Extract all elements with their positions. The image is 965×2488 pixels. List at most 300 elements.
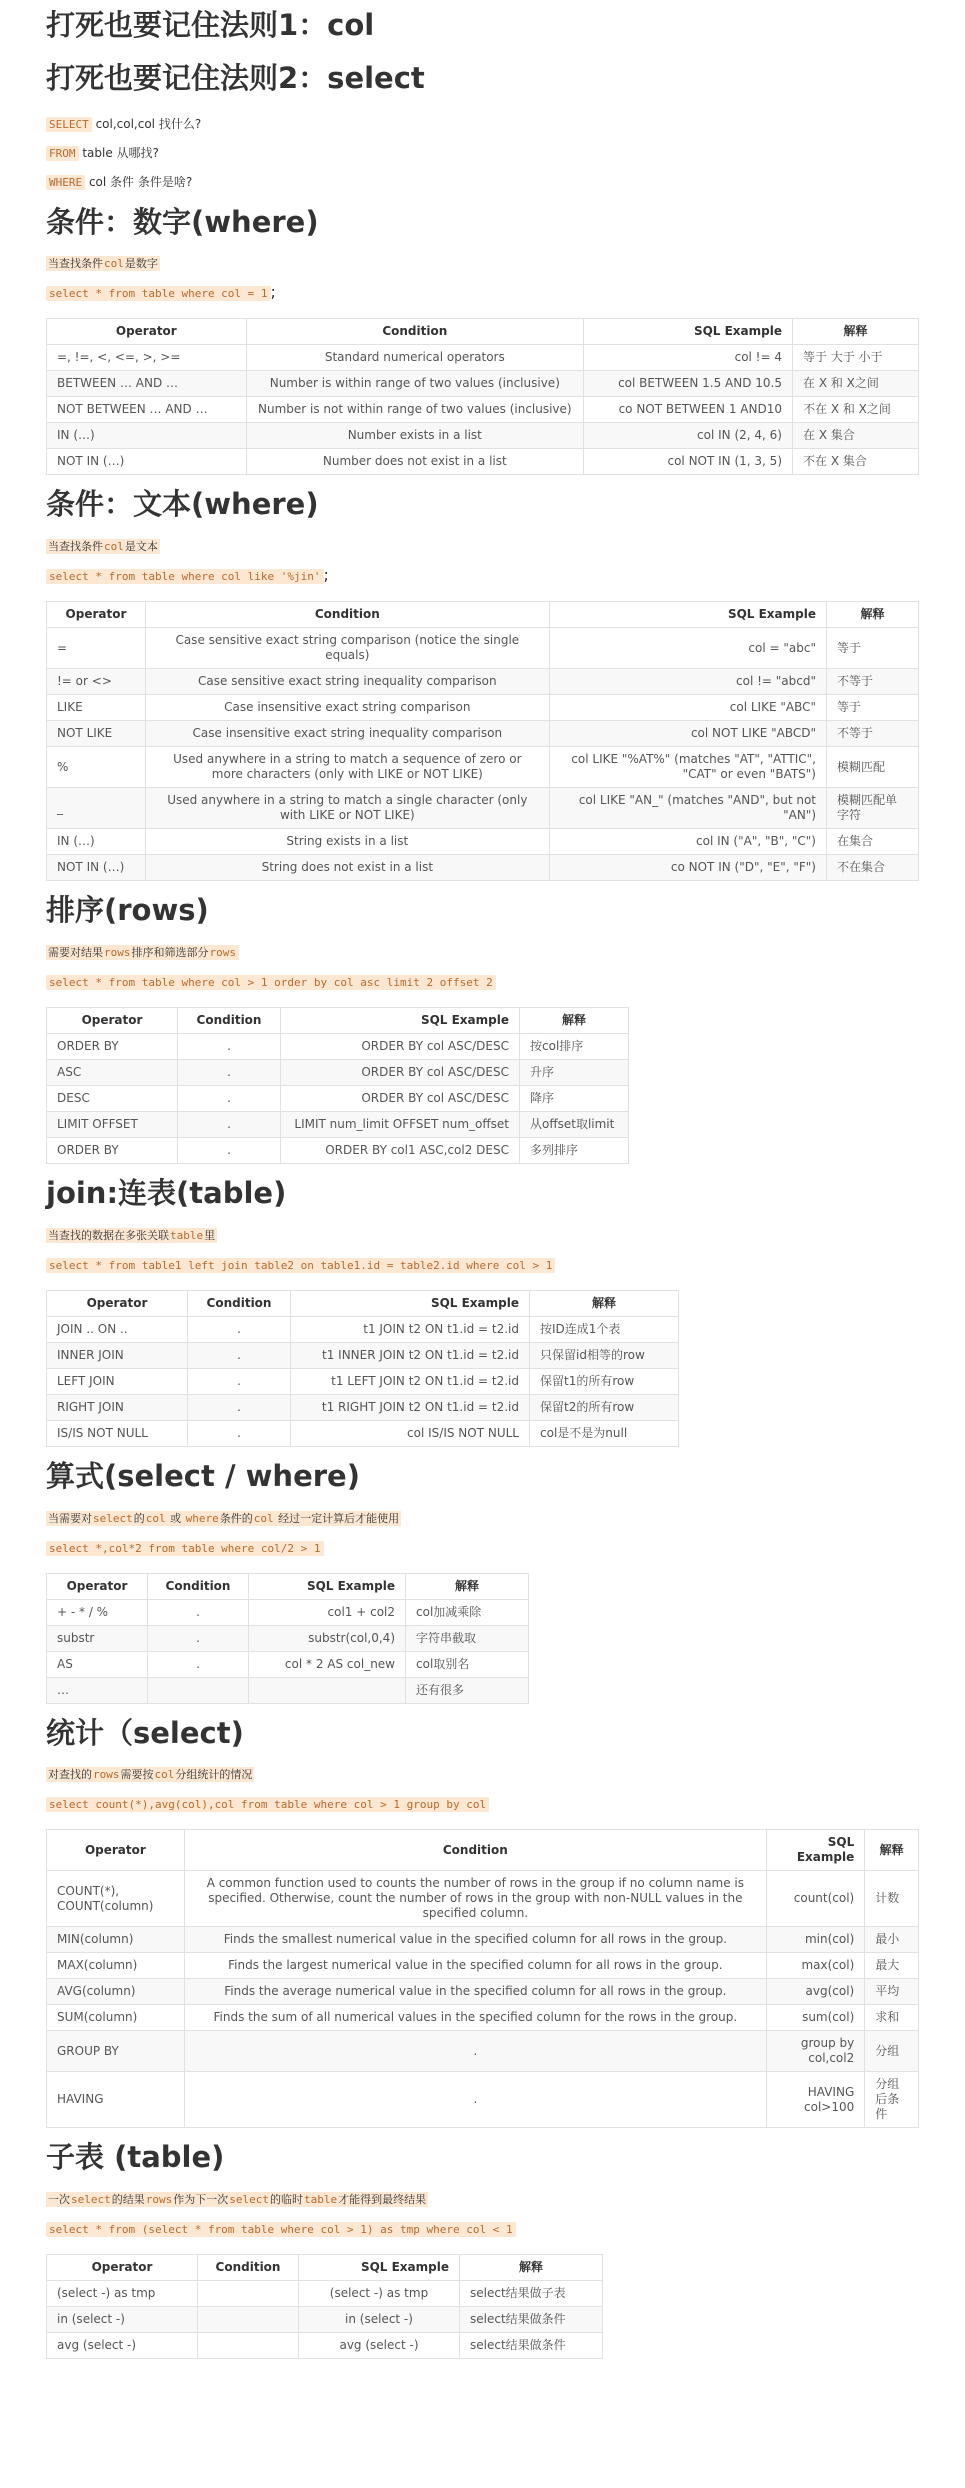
section-description: [46, 1225, 919, 1246]
column-header: 解释: [793, 319, 919, 345]
intro-text: col,col,col 找什么?: [91, 116, 202, 131]
table-cell: col1 + col2: [249, 1599, 406, 1625]
section-heading-text-where: 条件：文本(where): [46, 487, 319, 522]
desc-text: 当查找条件: [48, 257, 103, 271]
table-cell: 多列排序: [520, 1137, 629, 1163]
column-header: Operator: [47, 1007, 178, 1033]
desc-code: rows: [93, 1768, 120, 1782]
table-cell: BETWEEN … AND …: [47, 371, 247, 397]
table-cell: t1 INNER JOIN t2 ON t1.id = t2.id: [291, 1342, 530, 1368]
table-header-row: [47, 2255, 603, 2281]
table-row: [47, 695, 919, 721]
table-cell: min(col): [766, 1927, 864, 1953]
keyword-code: FROM: [46, 146, 79, 161]
table-cell: .: [148, 1599, 249, 1625]
sorting-table: [46, 1007, 629, 1164]
table-cell: Finds the smallest numerical value in the specified column for all rows in the group.: [184, 1927, 766, 1953]
table-cell: =, !=, <, <=, >, >=: [47, 345, 247, 371]
table-cell: JOIN .. ON ..: [47, 1316, 188, 1342]
column-header: SQL Example: [249, 1573, 406, 1599]
sql-code: select * from table where col = 1: [46, 286, 271, 301]
section-heading-rows-sort: 排序(rows): [46, 893, 209, 928]
table-cell: [198, 2281, 299, 2307]
rule-1-heading: 打死也要记住法则1：col: [46, 8, 375, 42]
table-cell: Number is within range of two values (inclusive): [246, 371, 583, 397]
table-cell: =: [47, 628, 146, 669]
number-operators-table: [46, 318, 919, 475]
column-header: SQL Example: [299, 2255, 460, 2281]
desc-text: 需要按: [120, 1768, 154, 1782]
section-description: [46, 1764, 919, 1785]
section-description: [46, 1508, 919, 1529]
table-cell: t1 LEFT JOIN t2 ON t1.id = t2.id: [291, 1368, 530, 1394]
intro-text: col 条件 条件是啥?: [85, 174, 193, 189]
table-cell: 最小: [865, 1927, 919, 1953]
sql-code: select * from table where col like '%jin': [46, 569, 324, 584]
table-cell: .: [188, 1342, 291, 1368]
desc-code: select: [71, 2193, 111, 2207]
table-cell: RIGHT JOIN: [47, 1394, 188, 1420]
table-row: [47, 669, 919, 695]
table-cell: A common function used to counts the number of rows in the group if no column name is specified. Otherwise, count the number of rows in the group with non-NULL values in the specified column.: [184, 1871, 766, 1927]
table-cell: ORDER BY col ASC/DESC: [281, 1059, 520, 1085]
table-row: [47, 1394, 679, 1420]
table-cell: 模糊匹配单字符: [827, 788, 919, 829]
table-cell: NOT IN (…): [47, 449, 247, 475]
table-cell: 模糊匹配: [827, 747, 919, 788]
table-cell: 字符串截取: [406, 1625, 529, 1651]
table-cell: select结果做条件: [460, 2307, 603, 2333]
desc-text: 是文本: [124, 540, 158, 554]
table-cell: Used anywhere in a string to match a single character (only with LIKE or NOT LIKE): [145, 788, 549, 829]
table-row: [47, 371, 919, 397]
desc-text: 当需要对: [48, 1511, 92, 1525]
table-cell: 不在 X 集合: [793, 449, 919, 475]
desc-code: rows: [104, 945, 131, 959]
desc-code: col: [253, 1511, 274, 1525]
table-row: [47, 2031, 919, 2072]
table-row: [47, 1342, 679, 1368]
table-cell: avg(col): [766, 1979, 864, 2005]
table-cell: %: [47, 747, 146, 788]
desc-text: 或: [166, 1511, 185, 1525]
table-row: [47, 1033, 629, 1059]
table-cell: AS: [47, 1651, 148, 1677]
table-cell: .: [178, 1111, 281, 1137]
desc-code: rows: [209, 945, 236, 959]
table-cell: .: [148, 1651, 249, 1677]
table-cell: col LIKE "%AT%" (matches "AT", "ATTIC", "CAT" or even "BATS"): [549, 747, 826, 788]
table-cell: 等于: [827, 695, 919, 721]
table-cell: MAX(column): [47, 1953, 185, 1979]
desc-text: 对查找的: [48, 1768, 92, 1782]
table-cell: Number does not exist in a list: [246, 449, 583, 475]
intro-line-where: [46, 172, 919, 193]
table-cell: 升序: [520, 1059, 629, 1085]
desc-text: 经过一定计算后才能使用: [274, 1511, 400, 1525]
table-cell: ORDER BY col1 ASC,col2 DESC: [281, 1137, 520, 1163]
desc-text: 当查找的数据在多张关联: [48, 1228, 169, 1242]
keyword-code: SELECT: [46, 117, 92, 132]
table-cell: avg (select -): [47, 2333, 198, 2359]
column-header: 解释: [520, 1007, 629, 1033]
table-cell: 降序: [520, 1085, 629, 1111]
column-header: 解释: [530, 1290, 679, 1316]
column-header: 解释: [460, 2255, 603, 2281]
table-cell: HAVING col>100: [766, 2072, 864, 2128]
section-description: [46, 2189, 919, 2210]
table-cell: col * 2 AS col_new: [249, 1651, 406, 1677]
column-header: Condition: [198, 2255, 299, 2281]
desc-text: 作为下一次: [173, 2193, 229, 2207]
desc-text: 的: [133, 1511, 145, 1525]
intro-line-from: [46, 143, 919, 164]
sql-example-line: [46, 1793, 919, 1815]
column-header: 解释: [865, 1830, 919, 1871]
table-row: [47, 747, 919, 788]
column-header: Condition: [188, 1290, 291, 1316]
table-cell: Case insensitive exact string inequality comparison: [145, 721, 549, 747]
column-header: 解释: [827, 602, 919, 628]
sql-example-line: [46, 971, 919, 993]
table-cell: 平均: [865, 1979, 919, 2005]
table-row: [47, 829, 919, 855]
desc-text: 条件的: [219, 1511, 253, 1525]
desc-code: col: [145, 1511, 166, 1525]
table-cell: [148, 1677, 249, 1703]
desc-text: 排序和筛选部分: [131, 945, 209, 959]
column-header: Operator: [47, 2255, 198, 2281]
table-cell: col IS/IS NOT NULL: [291, 1420, 530, 1446]
table-cell: Case insensitive exact string comparison: [145, 695, 549, 721]
table-cell: [198, 2333, 299, 2359]
desc-code: table: [304, 2193, 338, 2207]
intro-line-select: [46, 114, 919, 135]
table-cell: ORDER BY col ASC/DESC: [281, 1033, 520, 1059]
column-header: Condition: [178, 1007, 281, 1033]
table-cell: HAVING: [47, 2072, 185, 2128]
table-cell: col BETWEEN 1.5 AND 10.5: [583, 371, 792, 397]
subquery-table: [46, 2254, 603, 2359]
table-cell: 等于 大于 小于: [793, 345, 919, 371]
table-cell: .: [184, 2031, 766, 2072]
table-cell: 不等于: [827, 669, 919, 695]
section-description: [46, 942, 919, 963]
desc-code: where: [185, 1511, 219, 1525]
table-row: [47, 449, 919, 475]
table-cell: .: [178, 1137, 281, 1163]
column-header: Condition: [246, 319, 583, 345]
statistics-table: [46, 1829, 919, 2128]
section-heading-join: join:连表(table): [46, 1175, 287, 1210]
table-cell: max(col): [766, 1953, 864, 1979]
table-cell: in (select -): [299, 2307, 460, 2333]
table-cell: .: [148, 1625, 249, 1651]
table-row: [47, 2005, 919, 2031]
table-cell: Case sensitive exact string inequality comparison: [145, 669, 549, 695]
table-cell: col加减乘除: [406, 1599, 529, 1625]
table-cell: co NOT IN ("D", "E", "F"): [549, 855, 826, 881]
table-row: [47, 1420, 679, 1446]
table-cell: 还有很多: [406, 1677, 529, 1703]
table-cell: _: [47, 788, 146, 829]
table-cell: col取别名: [406, 1651, 529, 1677]
table-cell: Number is not within range of two values (inclusive): [246, 397, 583, 423]
column-header: Condition: [184, 1830, 766, 1871]
table-cell: String exists in a list: [145, 829, 549, 855]
table-cell: 不在集合: [827, 855, 919, 881]
keyword-code: WHERE: [46, 175, 85, 190]
table-cell: 保留t1的所有row: [530, 1368, 679, 1394]
table-cell: Used anywhere in a string to match a sequence of zero or more characters (only with LIKE or NOT LIKE): [145, 747, 549, 788]
table-cell: select结果做条件: [460, 2333, 603, 2359]
table-row: [47, 1368, 679, 1394]
table-cell: select结果做子表: [460, 2281, 603, 2307]
table-row: [47, 721, 919, 747]
table-cell: != or <>: [47, 669, 146, 695]
desc-code: table: [170, 1228, 204, 1242]
table-row: [47, 1059, 629, 1085]
table-cell: IN (…): [47, 829, 146, 855]
table-cell: 按ID连成1个表: [530, 1316, 679, 1342]
table-cell: col是不是为null: [530, 1420, 679, 1446]
text-operators-table: [46, 601, 919, 881]
desc-code: col: [104, 540, 124, 554]
table-cell: MIN(column): [47, 1927, 185, 1953]
column-header: Condition: [145, 602, 549, 628]
sql-example-line: [46, 2218, 919, 2240]
table-row: [47, 423, 919, 449]
table-cell: INNER JOIN: [47, 1342, 188, 1368]
column-header: Operator: [47, 1290, 188, 1316]
intro-text: table 从哪找?: [78, 145, 159, 160]
table-row: [47, 1677, 529, 1703]
column-header: 解释: [406, 1573, 529, 1599]
table-row: [47, 788, 919, 829]
table-cell: t1 JOIN t2 ON t1.id = t2.id: [291, 1316, 530, 1342]
table-row: [47, 1651, 529, 1677]
table-row: [47, 397, 919, 423]
table-cell: .: [178, 1033, 281, 1059]
table-cell: ORDER BY: [47, 1033, 178, 1059]
table-cell: ORDER BY col ASC/DESC: [281, 1085, 520, 1111]
table-cell: (select -) as tmp: [299, 2281, 460, 2307]
column-header: SQL Example: [281, 1007, 520, 1033]
table-row: [47, 1111, 629, 1137]
table-row: [47, 1953, 919, 1979]
table-row: [47, 2333, 603, 2359]
table-cell: sum(col): [766, 2005, 864, 2031]
desc-code: col: [104, 257, 124, 271]
column-header: Operator: [47, 1830, 185, 1871]
section-description: [46, 253, 919, 274]
sql-code: select * from table where col > 1 order by col asc limit 2 offset 2: [46, 975, 496, 990]
table-cell: col IN (2, 4, 6): [583, 423, 792, 449]
table-cell: 不等于: [827, 721, 919, 747]
section-heading-expressions: 算式(select / where): [46, 1458, 360, 1493]
table-cell: t1 RIGHT JOIN t2 ON t1.id = t2.id: [291, 1394, 530, 1420]
table-cell: 在 X 和 X之间: [793, 371, 919, 397]
table-row: [47, 1085, 629, 1111]
table-cell: 最大: [865, 1953, 919, 1979]
table-cell: 分组后条件: [865, 2072, 919, 2128]
sql-example-line: [46, 1537, 919, 1559]
table-header-row: [47, 319, 919, 345]
table-cell: substr: [47, 1625, 148, 1651]
column-header: SQL Example: [549, 602, 826, 628]
column-header: SQL Example: [766, 1830, 864, 1871]
table-cell: .: [188, 1316, 291, 1342]
table-row: [47, 1979, 919, 2005]
sql-code: select * from (select * from table where col > 1) as tmp where col < 1: [46, 2222, 516, 2237]
rule-2-heading: 打死也要记住法则2：select: [46, 60, 425, 95]
table-cell: 分组: [865, 2031, 919, 2072]
table-row: [47, 1927, 919, 1953]
table-cell: NOT LIKE: [47, 721, 146, 747]
table-cell: count(col): [766, 1871, 864, 1927]
table-cell: LIMIT num_limit OFFSET num_offset: [281, 1111, 520, 1137]
desc-text: 是数字: [124, 257, 158, 271]
sql-example-line: [46, 565, 919, 587]
table-cell: 在 X 集合: [793, 423, 919, 449]
sql-example-line: [46, 1254, 919, 1276]
desc-text: 一次: [48, 2193, 70, 2207]
table-row: [47, 2281, 603, 2307]
desc-text: 才能得到最终结果: [338, 2193, 427, 2207]
table-cell: …: [47, 1677, 148, 1703]
table-cell: LEFT JOIN: [47, 1368, 188, 1394]
column-header: Operator: [47, 1573, 148, 1599]
table-cell: ASC: [47, 1059, 178, 1085]
table-row: [47, 2072, 919, 2128]
table-cell: [198, 2307, 299, 2333]
desc-code: col: [154, 1768, 175, 1782]
table-cell: col NOT IN (1, 3, 5): [583, 449, 792, 475]
table-row: [47, 2307, 603, 2333]
table-row: [47, 855, 919, 881]
table-cell: LIMIT OFFSET: [47, 1111, 178, 1137]
table-cell: 计数: [865, 1871, 919, 1927]
table-cell: .: [188, 1420, 291, 1446]
table-header-row: [47, 1007, 629, 1033]
desc-text: 分组统计的情况: [175, 1768, 253, 1782]
table-header-row: [47, 602, 919, 628]
table-cell: GROUP BY: [47, 2031, 185, 2072]
table-cell: LIKE: [47, 695, 146, 721]
join-table: [46, 1290, 679, 1447]
table-cell: in (select -): [47, 2307, 198, 2333]
table-cell: (select -) as tmp: [47, 2281, 198, 2307]
table-header-row: [47, 1290, 679, 1316]
table-cell: Case sensitive exact string comparison (notice the single equals): [145, 628, 549, 669]
section-description: [46, 536, 919, 557]
table-cell: NOT BETWEEN … AND …: [47, 397, 247, 423]
table-cell: col != "abcd": [549, 669, 826, 695]
table-cell: + - * / %: [47, 1599, 148, 1625]
table-cell: 从offset取limit: [520, 1111, 629, 1137]
desc-text: 的临时: [270, 2193, 303, 2207]
table-header-row: [47, 1573, 529, 1599]
column-header: SQL Example: [583, 319, 792, 345]
table-cell: 按col排序: [520, 1033, 629, 1059]
table-cell: 等于: [827, 628, 919, 669]
table-cell: IS/IS NOT NULL: [47, 1420, 188, 1446]
desc-code: select: [93, 1511, 133, 1525]
column-header: Condition: [148, 1573, 249, 1599]
table-cell: col IN ("A", "B", "C"): [549, 829, 826, 855]
table-cell: col LIKE "ABC": [549, 695, 826, 721]
table-cell: .: [184, 2072, 766, 2128]
table-row: [47, 628, 919, 669]
table-cell: Standard numerical operators: [246, 345, 583, 371]
table-cell: group by col,col2: [766, 2031, 864, 2072]
table-row: [47, 1316, 679, 1342]
table-cell: IN (…): [47, 423, 247, 449]
expression-table: [46, 1573, 529, 1704]
desc-text: 需要对结果: [48, 945, 103, 959]
table-header-row: [47, 1830, 919, 1871]
sql-tail: ;: [270, 282, 276, 302]
column-header: Operator: [47, 602, 146, 628]
sql-example-line: [46, 282, 919, 304]
table-cell: 求和: [865, 2005, 919, 2031]
table-cell: ORDER BY: [47, 1137, 178, 1163]
sql-code: select *,col*2 from table where col/2 > 1: [46, 1541, 324, 1556]
table-cell: co NOT BETWEEN 1 AND10: [583, 397, 792, 423]
desc-code: select: [229, 2193, 269, 2207]
sql-code: select count(*),avg(col),col from table where col > 1 group by col: [46, 1797, 489, 1812]
table-cell: String does not exist in a list: [145, 855, 549, 881]
table-cell: Finds the largest numerical value in the specified column for all rows in the group.: [184, 1953, 766, 1979]
table-cell: Finds the sum of all numerical values in the specified column for the rows in the group.: [184, 2005, 766, 2031]
table-cell: col = "abc": [549, 628, 826, 669]
table-cell: SUM(column): [47, 2005, 185, 2031]
table-cell: 不在 X 和 X之间: [793, 397, 919, 423]
section-heading-subquery: 子表 (table): [46, 2140, 225, 2175]
desc-text: 的结果: [111, 2193, 145, 2207]
desc-text: 当查找条件: [48, 540, 103, 554]
table-cell: Number exists in a list: [246, 423, 583, 449]
table-cell: .: [178, 1059, 281, 1085]
table-cell: DESC: [47, 1085, 178, 1111]
table-cell: .: [178, 1085, 281, 1111]
table-cell: substr(col,0,4): [249, 1625, 406, 1651]
table-cell: [249, 1677, 406, 1703]
table-row: [47, 1871, 919, 1927]
table-cell: 在集合: [827, 829, 919, 855]
sql-code: select * from table1 left join table2 on table1.id = table2.id where col > 1: [46, 1258, 555, 1273]
section-heading-number-where: 条件：数字(where): [46, 204, 319, 239]
table-cell: Finds the average numerical value in the specified column for all rows in the group.: [184, 1979, 766, 2005]
table-cell: col NOT LIKE "ABCD": [549, 721, 826, 747]
column-header: SQL Example: [291, 1290, 530, 1316]
table-cell: col != 4: [583, 345, 792, 371]
table-cell: 只保留id相等的row: [530, 1342, 679, 1368]
sql-tail: ;: [323, 565, 329, 585]
table-row: [47, 1137, 629, 1163]
table-cell: COUNT(*), COUNT(column): [47, 1871, 185, 1927]
desc-code: rows: [145, 2193, 173, 2207]
table-cell: AVG(column): [47, 1979, 185, 2005]
table-row: [47, 1625, 529, 1651]
section-heading-statistics: 统计（select): [46, 1715, 244, 1750]
table-cell: NOT IN (…): [47, 855, 146, 881]
column-header: Operator: [47, 319, 247, 345]
table-row: [47, 1599, 529, 1625]
table-cell: avg (select -): [299, 2333, 460, 2359]
desc-text: 里: [204, 1228, 216, 1242]
table-cell: 保留t2的所有row: [530, 1394, 679, 1420]
